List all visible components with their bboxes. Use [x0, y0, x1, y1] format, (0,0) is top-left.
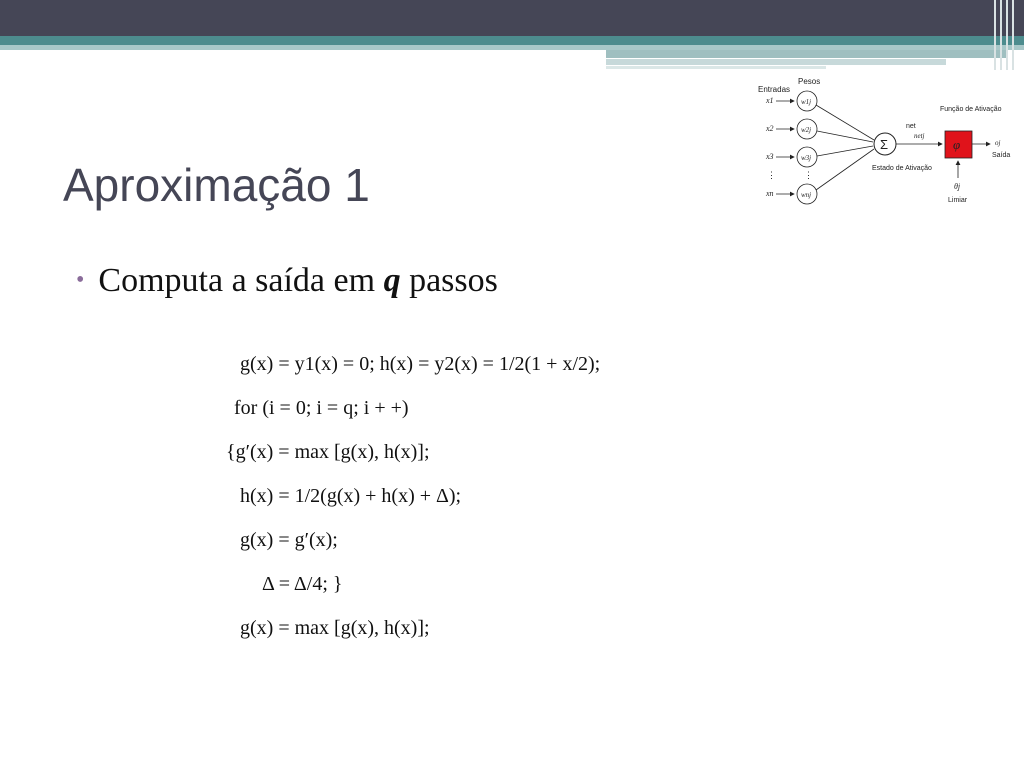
inputs-label: Entradas [758, 85, 791, 94]
accent-stripe [0, 36, 1024, 45]
input-symbol: x1 [766, 96, 774, 105]
bullet-emphasis: q [383, 262, 401, 299]
threshold-label: Limiar [948, 197, 968, 204]
equation-line: for (i = 0; i = q; i + +) [234, 397, 409, 419]
decor-stripe [606, 66, 826, 69]
input-symbol: x2 [766, 124, 774, 133]
activation-function-label: Função de Ativação [940, 106, 1002, 113]
weight-symbol: w2j [801, 126, 812, 134]
input-row [765, 119, 817, 139]
bullet-item [76, 262, 498, 300]
equation-line: h(x) = 1/2(g(x) + h(x) + Δ); [240, 485, 462, 507]
top-bar [0, 0, 1024, 36]
ellipsis-icon: ⋮ [767, 170, 776, 180]
phi-icon: φ [953, 137, 961, 152]
connection-line [817, 146, 873, 156]
connection-line [816, 105, 874, 140]
bullet-text-end: passos [409, 262, 498, 299]
bullet-icon: • [76, 267, 85, 293]
sigma-icon: Σ [880, 137, 889, 152]
equation-line: Δ = Δ/4; } [262, 573, 343, 595]
input-symbol: x3 [766, 152, 774, 161]
decor-stripe [606, 59, 946, 65]
neuron-diagram [752, 74, 1022, 210]
weight-symbol: w3j [801, 154, 812, 162]
decor-lines [992, 0, 1024, 70]
ellipsis-icon: ⋮ [804, 170, 813, 180]
output-symbol: oj [995, 139, 1001, 147]
input-symbol: xn [766, 189, 774, 198]
weights-label: Pesos [798, 77, 821, 86]
decor-stripe [606, 50, 1006, 58]
weight-symbol: wnj [801, 191, 812, 199]
net-symbol: netj [914, 132, 925, 140]
equation-line: g(x) = g′(x); [240, 529, 338, 551]
output-label: Saída [992, 152, 1011, 159]
weight-symbol: w1j [801, 98, 812, 106]
equation-line: g(x) = max [g(x), h(x)]; [240, 617, 430, 639]
connection-line [817, 131, 873, 142]
activation-state-label: Estado de Ativação [872, 165, 932, 172]
equation-line: g(x) = y1(x) = 0; h(x) = y2(x) = 1/2(1 + x/2); [240, 353, 601, 375]
input-row [765, 147, 817, 167]
connection-line [816, 149, 874, 190]
input-row [765, 91, 817, 111]
slide-title: Aproximação 1 [63, 159, 370, 211]
equation-line: {g′(x) = max [g(x), h(x)]; [226, 441, 430, 463]
input-row [765, 184, 817, 204]
bullet-text: Computa a saída em [98, 262, 376, 299]
net-label: net [906, 123, 916, 130]
threshold-symbol: θj [954, 182, 961, 191]
